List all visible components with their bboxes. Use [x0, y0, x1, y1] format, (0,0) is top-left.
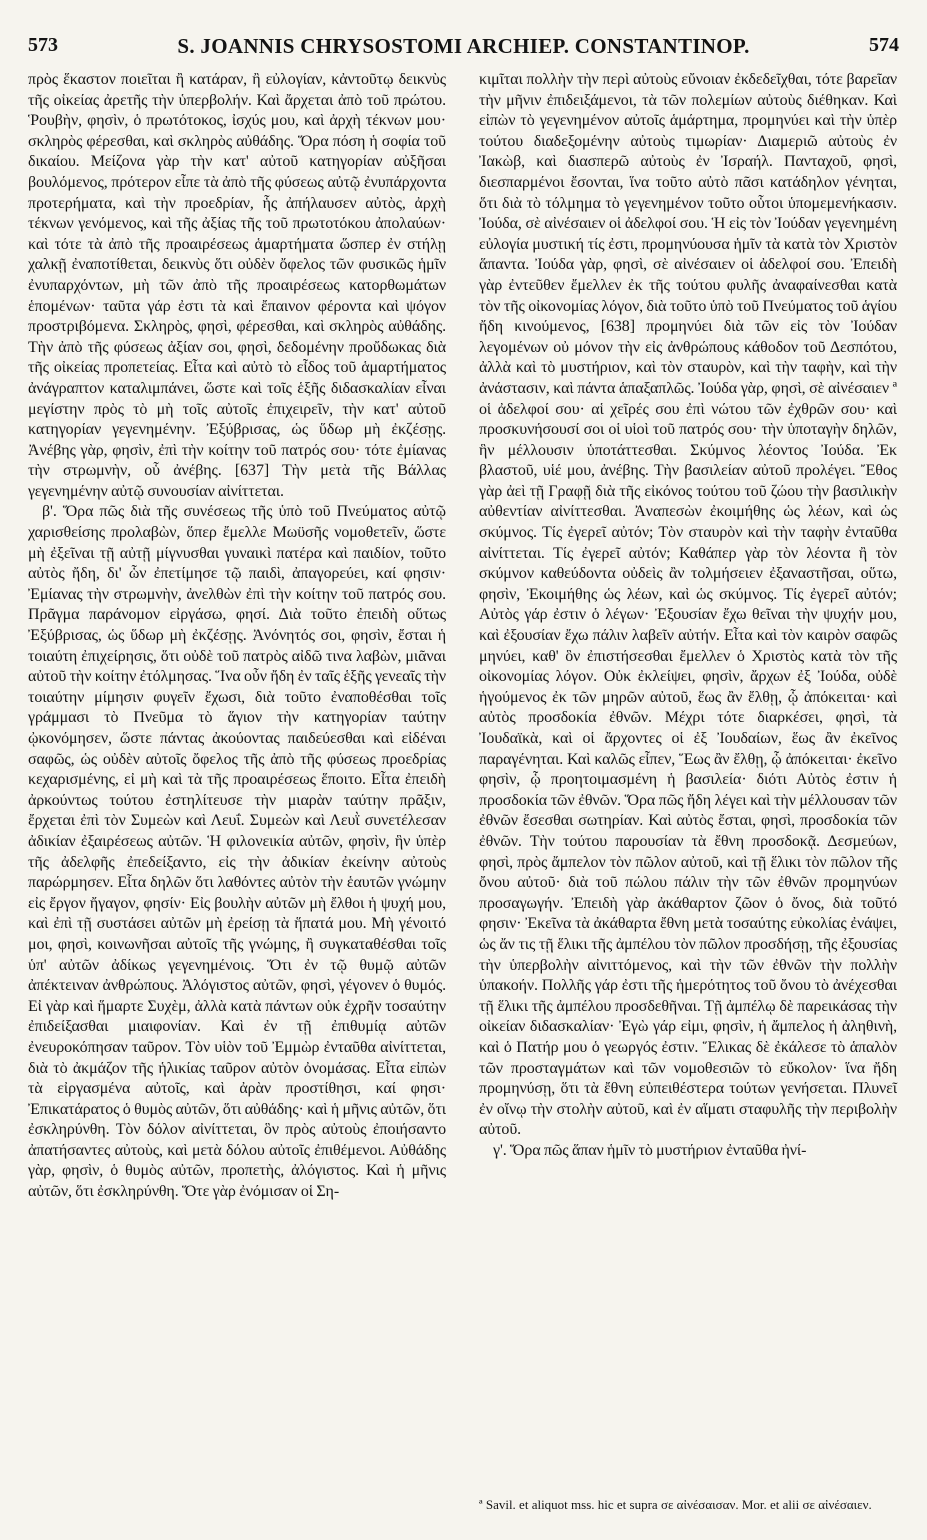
right-column: [479, 70, 897, 1161]
right-paragraph-2: γ'. Ὅρα πῶς ἅπαν ἡμῖν τὸ μυστήριον ἐνταῦθα ἠνί-: [493, 1141, 807, 1159]
left-column: [28, 70, 446, 1203]
page-number-left: 573: [28, 34, 58, 56]
left-paragraph-1: πρὸς ἕκαστον ποιεῖται ἢ κατάραν, ἢ εὐλογίαν, κἀντοῦτῳ δεικνὺς τῆς οἰκείας ἀρετῆς τὴν ὑπερβολήν. Καὶ ἄρχεται ἀπὸ τοῦ πρώτου. Ῥουβὴν, φησὶν, ὁ πρωτότοκος, ἰσχύς μου, καὶ ἀρχὴ τέκνων μου· σκληρὸς φέρεσθαι, καὶ σκληρὸς αὐθάδης. Ὅρα πόση ἡ σοφία τοῦ δικαίου. Μείζονα γὰρ τὴν κατ' αὐτοῦ κατηγορίαν αὐξῆσαι βουλόμενος, πρότερον εἶπε τὰ ἀπὸ τῆς φύσεως αὐτῷ ἐνυπάρχοντα προτερήματα, καὶ τὴν προεδρίαν, ἧς ἀπήλαυσεν αὐτὸς, ἀρχὴ τέκνων γενόμενος, καὶ τῆς ἀξίας τῆς τοῦ πρωτοτόκου ἀπολαύων· καὶ τότε τὰ ἀπὸ τῆς προαιρέσεως ἁμαρτήματα ὥσπερ ἐν στήλῃ χαλκῇ ἐναποτίθεται, δεικνὺς ὅτι οὐδὲν ὄφελος τῶν φυσικῶς ἡμῖν ἐνυπαρχόντων, μὴ τῶν ἀπὸ τῆς προαιρέσεως κατορθωμάτων ἑπομένων· ταῦτα γάρ ἐστι τὰ καὶ ἔπαινον φέροντα καὶ ψόγον προστριβόμενα. Σκληρὸς, φησὶ, φέρεσθαι, καὶ σκληρὸς αὐθάδης. Τὴν ἀπὸ τῆς φύσεως ἀξίαν σοι, φησὶ, δεδομένην προὔδωκας διὰ τῆς οἰκείας προπετείας. Εἶτα καὶ αὐτὸ τὸ εἶδος τοῦ ἁμαρτήματος ἀνάγραπτον καταλιμπάνει, ὥστε καὶ τοῖς ἑξῆς διδασκαλίαν εἶναι μεγίστην πρὸς τὸ μὴ τοῖς αὐτοῖς ἐπιχειρεῖν, τὴν κατ' αὐτοῦ κατηγορίαν γεγενημένην. Ἐξύβρισας, ὡς ὕδωρ μὴ ἐκζέσῃς. Ἀνέβης γὰρ, φησὶν, ἐπὶ τὴν κοίτην τοῦ πατρός σου· τότε ἐμίανας τὴν στρωμνὴν, οὗ ἀνέβης. [637] Τὴν μετὰ τῆς Βάλλας γεγενημένην αὐτῷ συνουσίαν αἰνίττεται.: [28, 71, 446, 500]
footnote: ª Savil. et aliquot mss. hic et supra σε αἰνέσαισαν. Mor. et alii σε αἰνέσαιεν.: [479, 1497, 872, 1512]
left-paragraph-2: β'. Ὅρα πῶς διὰ τῆς συνέσεως τῆς ὑπὸ τοῦ Πνεύματος αὐτῷ χαρισθείσης προλαβὼν, ὅπερ ἔμελλε Μωϋσῆς νομοθετεῖν, ὥστε μὴ ἐξεῖναι τῇ αὐτῇ μίγνυσθαι γυναικὶ πατέρα καὶ παιδίον, τοῦτο αὐτὸς ἤδη, δι' ὧν ἐπετίμησε τῷ παιδὶ, ἀπαγορεύει, καί φησιν· Ἐμίανας τὴν στρωμνὴν, ἀνελθὼν ἐπὶ τὴν κοίτην τοῦ πατρός σου. Πρᾶγμα παράνομον εἰργάσω, φησί. Διὰ τοῦτο ἐπειδὴ οὕτως Ἐξύβρισας, ὡς ὕδωρ μὴ ἐκζέσῃς. Ἀνόνητός σοι, φησὶν, ἔσται ἡ τοιαύτη ἐπιχείρησις, ὅτι οὐδὲ τοῦ πατρὸς αἰδῶ τινα λαβὼν, μιᾶναι αὐτοῦ τὴν κοίτην ἐτόλμησας. Ἵνα οὖν ἤδη ἐν ταῖς ἑξῆς γενεαῖς τὴν τοιαύτην μίμησιν φυγεῖν ἔχωσι, διὰ τοῦτο ἐναποθέσθαι τοῖς γράμμασι τὸ Πνεῦμα τὸ ἅγιον τὴν κατηγορίαν ταύτην ᾠκονόμησεν, ὥστε πάντας ἀκούοντας παιδεύεσθαι καὶ εἰδέναι σαφῶς, ὡς οὐδὲν αὐτοῖς ὄφελος τῆς ἀπὸ τῆς φύσεως προεδρίας κεχαρισμένης, εἰ μὴ καὶ τὰ τῆς προαιρέσεως ἕποιτο. Εἶτα ἐπειδὴ ἀρκούντως τούτου ἐστηλίτευσε τὴν μιαρὰν ταύτην πρᾶξιν, ἔρχεται ἐπὶ τὸν Συμεὼν καὶ Λευΐ. Συμεὼν καὶ Λευῒ συνετέλεσαν ἀδικίαν ἐξαιρέσεως αὐτῶν. Ἡ φιλονεικία αὐτῶν, φησὶν, ἣν ὑπὲρ τῆς ἀδελφῆς ἐπεδείξαντο, εἰς τὴν ἀδικίαν ἐκείνην αὐτοὺς παρώρμησεν. Εἶτα δηλῶν ὅτι λαθόντες αὐτὸν τὴν ἑαυτῶν γνώμην εἰς ἔργον ἤγαγον, φησίν· Εἰς βουλὴν αὐτῶν μὴ ἔλθοι ἡ ψυχή μου, καὶ ἐπὶ τῇ συστάσει αὐτῶν μὴ ἐρείσῃ τὰ ἥπατά μου. Μὴ γένοιτό μοι, φησὶ, κοινωνῆσαι αὐτοῖς τῆς γνώμης, ἢ συγκαταθέσθαι τοῖς ὑπ' αὐτῶν ἀδίκως γεγενημένοις. Ὅτι ἐν τῷ θυμῷ αὐτῶν ἀπέκτειναν ἀνθρώπους. Ἀλόγιστος αὐτῶν, φησὶ, γέγονεν ὁ θυμός. Εἰ γὰρ καὶ ἥμαρτε Συχὲμ, ἀλλὰ κατὰ πάντων οὐκ ἐχρῆν τοσαύτην ἐπιδείξασθαι μιαιφονίαν. Καὶ ἐν τῇ ἐπιθυμίᾳ αὐτῶν ἐνευροκόπησαν ταῦρον. Τὸν υἱὸν τοῦ Ἐμμὼρ ἐνταῦθα αἰνίττεται, διὰ τὸ ἀκμάζον τῆς ἡλικίας ταῦρον αὐτὸν ὀνομάσας. Εἶτα εἰπὼν τὰ εἰργασμένα αὐτοῖς, καὶ ἀρὰν προστίθησι, καί φησι· Ἐπικατάρατος ὁ θυμὸς αὐτῶν, ὅτι αὐθάδης· καὶ ἡ μῆνις αὐτῶν, ὅτι ἐσκληρύνθη. Τὸν δόλον αἰνίττεται, ὃν πρὸς αὐτοὺς ἐποιήσαντο ἀπατήσαντες αὐτοὺς, καὶ μετὰ δόλου αὐτοῖς ἐπιθέμενοι. Αὐθάδης γὰρ, φησὶν, ὁ θυμὸς αὐτῶν, προπετὴς, ἀλόγιστος. Καὶ ἡ μῆνις αὐτῶν, ὅτι ἐσκληρύνθη. Ὅτε γὰρ ἐνόμισαν οἱ Ση-: [28, 503, 446, 1201]
running-header: [28, 32, 899, 62]
page-number-right: 574: [869, 34, 899, 56]
right-paragraph-1: κιμῖται πολλὴν τὴν περὶ αὐτοὺς εὔνοιαν ἐκδεδεῖχθαι, τότε βαρεῖαν τὴν μῆνιν ἐπιδειξάμενοι, τὰ τῶν πολεμίων αὐτοὺς διέθηκαν. Καὶ εἰπὼν τὸ γεγενημένον αὐτοῖς ἁμάρτημα, προμηνύει καὶ τὴν ὑπὲρ τούτου διαδεξομένην αὐτοὺς τιμωρίαν· Διαμεριῶ αὐτοὺς ἐν Ἰακὼβ, καὶ διασπερῶ αὐτοὺς ἐν Ἰσραήλ. Πανταχοῦ, φησὶ, διεσπαρμένοι ἔσονται, ἵνα τοῦτο αὐτὸ πᾶσι κατάδηλον γένηται, ὅτι διὰ τὸ τόλμημα τὸ γεγενημένον τοῦτο οὗτοι ὑπομεμενήκασιν. Ἰούδα, σὲ αἰνέσαιεν οἱ ἀδελφοί σου. Ἡ εἰς τὸν Ἰούδαν γεγενημένη εὐλογία μυστική τίς ἐστι, προμηνύουσα ἡμῖν τὰ κατὰ τὸν Χριστὸν ἅπαντα. Ἰούδα γὰρ, φησὶ, σὲ αἰνέσαιεν οἱ ἀδελφοί σου. Ἐπειδὴ γὰρ ἐντεῦθεν ἔμελλεν ἐκ τῆς τούτου φυλῆς ἀναφαίνεσθαι κατὰ τὸν τῆς οἰκονομίας λόγον, διὰ τοῦτο ὑπὸ τοῦ Πνεύματος τοῦ ἁγίου ἤδη κινούμενος, [638] προμηνύει διὰ τῶν εἰς τὸν Ἰούδαν λεγομένων οὐ μόνον τὴν εἰς ἀνθρώπους κάθοδον τοῦ Δεσπότου, ἀλλὰ καὶ τὸ μυστήριον, καὶ τὸν σταυρὸν, καὶ τὴν ταφὴν, καὶ τὴν ἀνάστασιν, καὶ πάντα ἁπαξαπλῶς. Ἰούδα γὰρ, φησὶ, σὲ αἰνέσαιεν ª οἱ ἀδελφοί σου· αἱ χεῖρές σου ἐπὶ νώτου τῶν ἐχθρῶν σου· καὶ προσκυνήσουσί σοι οἱ υἱοὶ τοῦ πατρός σου· τὴν ὑποταγὴν δηλῶν, ἣν μέλλουσιν ὑποτάττεσθαι. Σκύμνος λέοντος Ἰούδα. Ἐκ βλαστοῦ, υἱέ μου, ἀνέβης. Τὴν βασιλείαν αὐτοῦ προλέγει. Ἔθος γὰρ ἀεὶ τῇ Γραφῇ διὰ τῆς εἰκόνος τούτου τοῦ ζώου τὴν βασιλικὴν αὐθεντίαν αἰνίττεσθαι. Ἀναπεσὼν ἐκοιμήθης ὡς λέων, καὶ ὡς σκύμνος. Τίς ἐγερεῖ αὐτόν; Τὸν σταυρὸν καὶ τὴν ταφὴν ἐνταῦθα αἰνίττεται. Τίς ἐγερεῖ αὐτόν; Καθάπερ γὰρ τὸν λέοντα ἢ τὸν σκύμνον καθεύδοντα οὐδεὶς ἂν τολμήσειεν ἐξαναστῆσαι, οὕτω, φησὶν, Ἐκοιμήθης ὡς λέων, καὶ ὡς σκύμνος. Τίς ἐγερεῖ αὐτόν; Αὐτὸς γάρ ἐστιν ὁ λέγων· Ἐξουσίαν ἔχω θεῖναι τὴν ψυχήν μου, καὶ ἐξουσίαν ἔχω πάλιν λαβεῖν αὐτήν. Εἶτα καὶ τὸν καιρὸν σαφῶς μηνύει, καθ' ὃν ἐπιστήσεσθαι ἔμελλεν ὁ Χριστὸς κατὰ τὸν τῆς οἰκονομίας λόγον. Οὐκ ἐκλείψει, φησὶν, ἄρχων ἐξ Ἰούδα, οὐδὲ ἡγούμενος ἐκ τῶν μηρῶν αὐτοῦ, ἕως ἂν ἔλθῃ, ᾧ ἀπόκειται· καὶ αὐτὸς προσδοκία ἐθνῶν. Μέχρι τότε διαρκέσει, φησὶ, τὰ Ἰουδαϊκὰ, καὶ οἱ ἄρχοντες οἱ ἐξ Ἰουδαίων, ἕως ἂν ἐκεῖνος παραγένηται. Καὶ καλῶς εἶπεν, Ἕως ἂν ἔλθῃ, ᾧ ἀπόκειται· ἐκεῖνο φησὶν, ᾧ προητοιμασμένη ἡ βασιλεία· διότι Αὐτὸς ἐστιν ἡ προσδοκία τῶν ἐθνῶν. Ὅρα πῶς ἤδη λέγει καὶ τὴν μέλλουσαν τῶν ἐθνῶν ἔσεσθαι σωτηρίαν. Καὶ αὐτὸς ἔσται, φησὶ, προσδοκία τῶν ἐθνῶν. Τὴν τούτου παρουσίαν τὰ ἔθνη προσδοκᾷ. Δεσμεύων, φησὶ, πρὸς ἄμπελον τὸν πῶλον αὐτοῦ, καὶ τῇ ἕλικι τὸν πῶλον τῆς ὄνου αὐτοῦ· διὰ τοῦ πώλου πάλιν τὴν τῶν ἐθνῶν προμηνύων προσαγωγήν. Ἐπειδὴ γὰρ ἀκάθαρτον ζῶον ὁ ὄνος, διὰ τοῦτό φησιν· Ἐκεῖνα τὰ ἀκάθαρτα ἔθνη μετὰ τοσαύτης εὐκολίας ἐνάψει, ὡς ἄν τις τῇ ἕλικι τῆς ἀμπέλου τὸν πῶλον προσδήσῃ, τῆς ἐξουσίας τὴν ὑπερβολὴν αἰνιττόμενος, καὶ τὴν τῶν ἐθνῶν τὴν πολλὴν ὑπακοήν. Πολλῆς γάρ ἐστι τῆς ἡμερότητος τοῦ ὄνου τὸ ἀνέχεσθαι τῇ ἕλικι τῆς ἀμπέλου προσδεθῆναι. Τῇ ἀμπέλῳ δὲ παρεικάσας τὴν οἰκείαν διδασκαλίαν· Ἐγὼ γάρ εἰμι, φησὶν, ἡ ἄμπελος ἡ ἀληθινὴ, καὶ ὁ Πατήρ μου ὁ γεωργός ἐστιν. Ἕλικας δὲ ἐκάλεσε τὸ ἁπαλὸν τῶν προσταγμάτων καὶ τῶν νομοθεσιῶν τὸ εὔκολον· ἵνα ἤδη προμηνύσῃ, ὅτι τὰ ἔθνη εὐπειθέστερα τούτων γενήσεται. Πλυνεῖ ἐν οἴνῳ τὴν στολὴν αὐτοῦ, καὶ ἐν αἵματι σταφυλῆς τὴν περιβολὴν αὐτοῦ.: [479, 71, 897, 1139]
running-title: S. JOANNIS CHRYSOSTOMI ARCHIEP. CONSTANTINOP.: [177, 34, 750, 58]
